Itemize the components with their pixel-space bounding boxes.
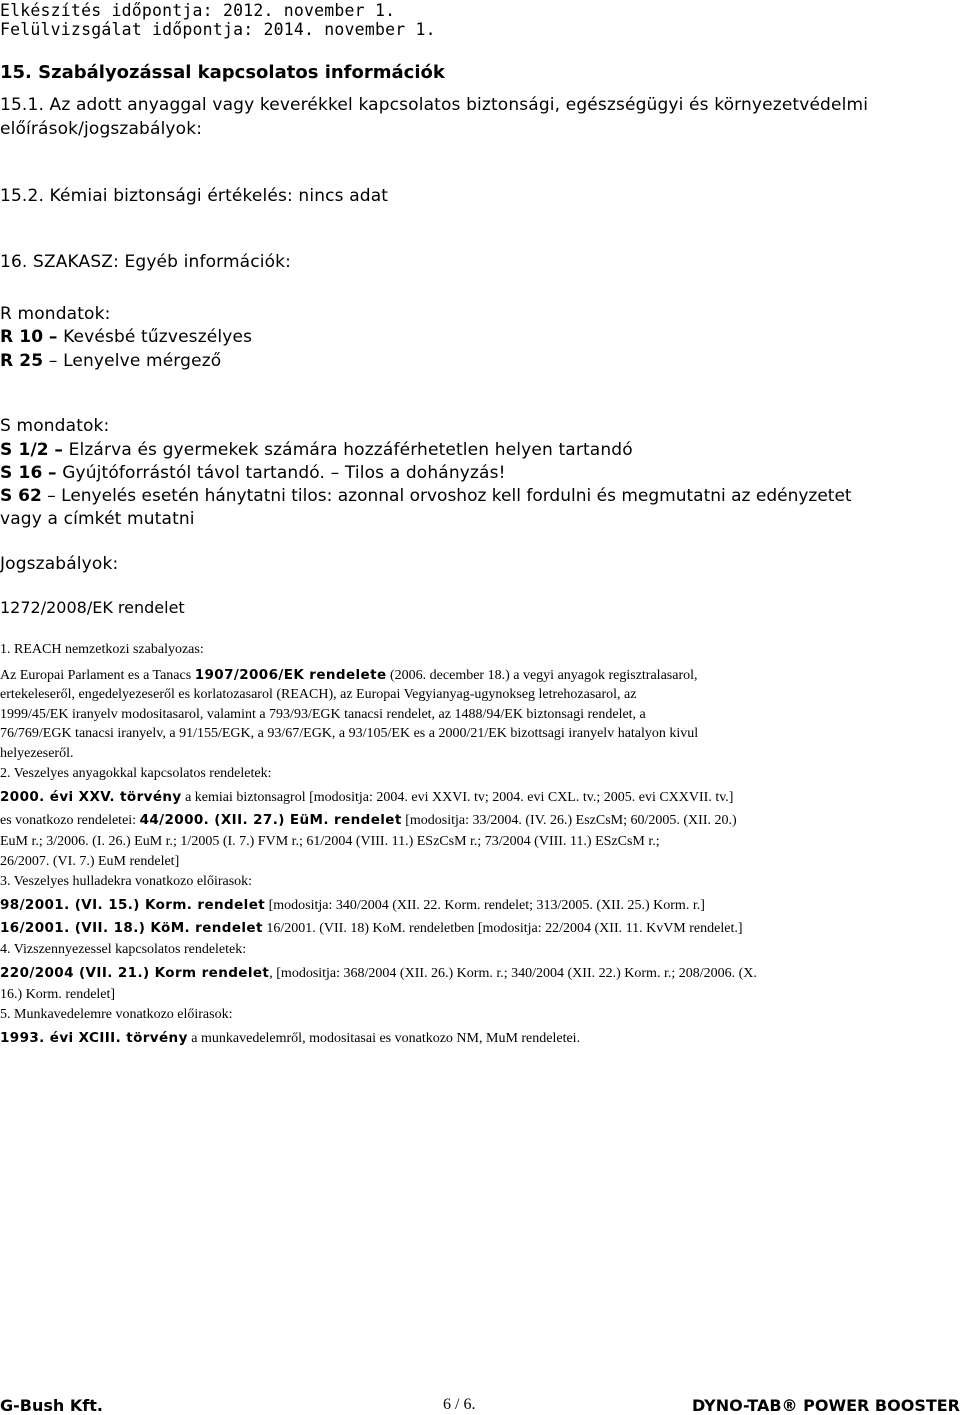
- s-phrase-code: S 16: [0, 463, 43, 483]
- s-phrase-row: [0, 486, 852, 506]
- law-ref-bold: 220/2004 (VII. 21.) Korm rendelet: [0, 965, 270, 981]
- law-text: [modositja: 33/2004. (IV. 26.) EszCsM; 60/2005. (XII. 20.): [401, 813, 737, 828]
- law-3-heading: 3. Veszelyes hulladekra vonatkozo előirasok:: [0, 874, 253, 889]
- section-15-1-line1: 15.1. Az adott anyaggal vagy keverékkel kapcsolatos biztonsági, egészségügyi és környezetvédelmi: [0, 95, 869, 115]
- law-1-line: helyezeseről.: [0, 746, 74, 761]
- law-ref-bold: 1907/2006/EK rendelete: [194, 667, 387, 683]
- law-1-line: 76/769/EGK tanacsi iranyelv, a 91/155/EGK, a 93/67/EGK, a 93/105/EK es a 2000/21/EK bizottsagi iranyelv hatalyon kivul: [0, 726, 699, 741]
- footer-product: DYNO-TAB® POWER BOOSTER: [692, 1396, 960, 1415]
- r-phrase-text: Kevésbé tűzveszélyes: [63, 327, 253, 347]
- law-4-line: 16.) Korm. rendelet]: [0, 987, 116, 1002]
- law-text: [modositja: 340/2004 (XII. 22. Korm. rendelet; 313/2005. (XII. 25.) Korm. r.]: [265, 898, 705, 913]
- footer-company: G-Bush Kft.: [0, 1396, 103, 1415]
- law-ref-bold: 1993. évi XCIII. törvény: [0, 1030, 188, 1046]
- law-text: 16/2001. (VII. 18) KoM. rendeletben [modositja: 22/2004 (XII. 11. KvVM rendelet.]: [262, 921, 743, 936]
- created-date: Elkészítés időpontja: 2012. november 1.: [0, 1, 396, 20]
- footer-page-number: 6 / 6.: [443, 1396, 476, 1413]
- section-16-title: 16. SZAKASZ: Egyéb információk:: [0, 252, 292, 272]
- law-text: (2006. december 18.) a vegyi anyagok regisztralasarol,: [386, 668, 698, 683]
- r-phrase-text: Lenyelve mérgező: [63, 351, 222, 371]
- revised-date: Felülvizsgálat időpontja: 2014. november 1.: [0, 20, 436, 39]
- law-2-heading: 2. Veszelyes anyagokkal kapcsolatos rendeletek:: [0, 766, 272, 781]
- law-2-line: EuM r.; 3/2006. (I. 26.) EuM r.; 1/2005 (I. 7.) FVM r.; 61/2004 (VIII. 11.) ESzCsM r.; 73/2004 (VIII. 11.) ESzCsM r.;: [0, 834, 660, 849]
- law-ref-bold: 2000. évi XXV. törvény: [0, 789, 182, 805]
- law-1-line: ertekeleseről, engedelyezeseről es korlatozasarol (REACH), az Europai Vegyianyag-ugynokseg letrehozasarol, az: [0, 687, 637, 702]
- law-1-heading: 1. REACH nemzetkozi szabalyozas:: [0, 642, 204, 657]
- law-5-heading: 5. Munkavedelemre vonatkozo előirasok:: [0, 1007, 233, 1022]
- s-phrase-row: [0, 463, 506, 483]
- s-phrase-text: Lenyelés esetén hánytatni tilos: azonnal orvoshoz kell fordulni és megmutatni az edényzetet: [61, 486, 852, 506]
- law-text: es vonatkozo rendeletei:: [0, 813, 140, 828]
- s-phrase-text: Gyújtóforrástól távol tartandó.: [62, 463, 326, 483]
- law-5-line: [0, 1028, 580, 1049]
- law-text: Az Europai Parlament es a Tanacs: [0, 668, 195, 683]
- law-text: , [modositja: 368/2004 (XII. 26.) Korm. r.; 340/2004 (XII. 22.) Korm. r.; 208/2006. (X.: [269, 966, 757, 981]
- phrase-dash: –: [48, 351, 58, 371]
- law-2-line: [0, 787, 733, 808]
- phrase-dash: –: [47, 486, 56, 506]
- r-phrase-code: R 10: [0, 327, 44, 347]
- r-phrase-code: R 25: [0, 351, 44, 371]
- law-text: a munkavedelemről, modositasai es vonatkozo NM, MuM rendeletei.: [187, 1031, 581, 1046]
- law-1-line: [0, 665, 698, 686]
- s-phrase-code: S 1/2: [0, 440, 49, 460]
- section-15-title: 15. Szabályozással kapcsolatos információk: [0, 62, 445, 83]
- r-phrase-row: [0, 351, 221, 371]
- law-ref-bold: 44/2000. (XII. 27.) EüM. rendelet: [139, 812, 402, 828]
- s-phrase-text-2: Tilos a dohányzás!: [344, 463, 506, 483]
- s-phrase-code: S 62: [0, 486, 42, 506]
- law-1-line: 1999/45/EK iranyelv modositasarol, valamint a 793/93/EGK tanacsi rendelet, az 1488/94/EK biztonsagi rendelet, a: [0, 707, 646, 722]
- law-ref-bold: 16/2001. (VII. 18.) KöM. rendelet: [0, 920, 263, 936]
- law-3-line: [0, 918, 743, 939]
- law-text: a kemiai biztonsagrol [modositja: 2004. evi XXVI. tv; 2004. evi CXL. tv.; 2005. evi CXXVII. tv.]: [181, 790, 734, 805]
- law-2-line: 26/2007. (VI. 7.) EuM rendelet]: [0, 854, 180, 869]
- section-15-2: 15.2. Kémiai biztonsági értékelés: nincs adat: [0, 186, 389, 206]
- phrase-dash: –: [48, 327, 58, 347]
- law-4-heading: 4. Vizszennyezessel kapcsolatos rendeletek:: [0, 942, 247, 957]
- law-4-line: [0, 963, 757, 984]
- r-phrases-heading: R mondatok:: [0, 304, 111, 324]
- s-phrase-row: [0, 440, 633, 460]
- section-15-1-line2: előírások/jogszabályok:: [0, 119, 203, 139]
- phrase-dash: –: [54, 440, 63, 460]
- s-phrases-heading: S mondatok:: [0, 416, 110, 436]
- phrase-dash: –: [47, 463, 57, 483]
- law-3-line: [0, 895, 705, 916]
- law-heading: Jogszabályok:: [0, 554, 119, 574]
- r-phrase-row: [0, 327, 252, 347]
- law-2-line: [0, 810, 737, 831]
- law-ref-bold: 98/2001. (VI. 15.) Korm. rendelet: [0, 897, 266, 913]
- phrase-dash: –: [330, 463, 340, 483]
- s-phrase-text: Elzárva és gyermekek számára hozzáférhetetlen helyen tartandó: [68, 440, 633, 460]
- regulation-ref: 1272/2008/EK rendelet: [0, 598, 185, 617]
- s-phrase-continuation: vagy a címkét mutatni: [0, 509, 195, 529]
